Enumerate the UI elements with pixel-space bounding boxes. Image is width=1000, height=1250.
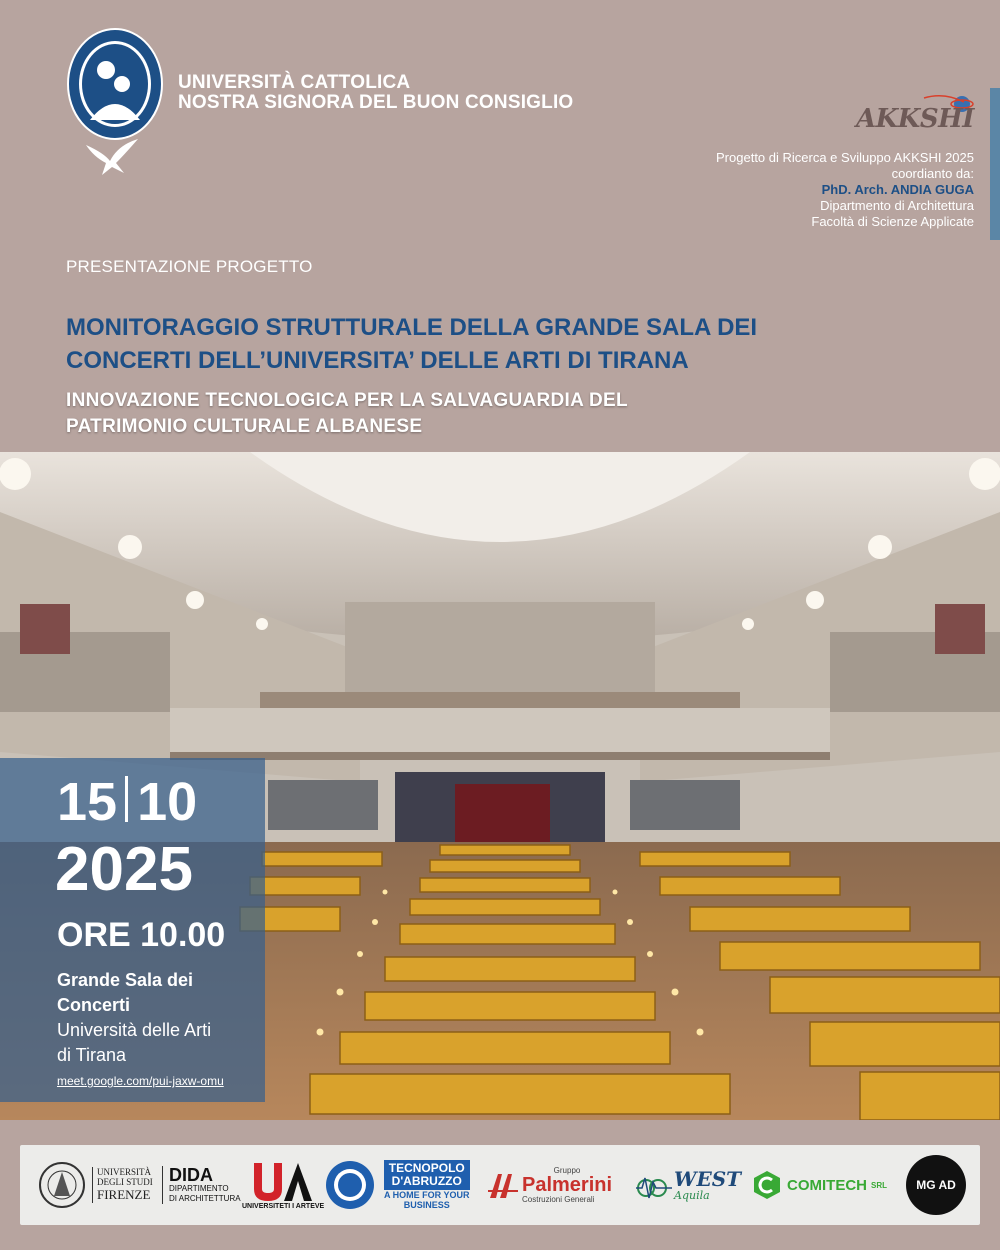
unifi-line2: DEGLI STUDI [97,1177,153,1187]
unifi-line1: UNIVERSITÀ [97,1167,151,1177]
west-sub: Aquila [674,1188,710,1202]
venue-line4: di Tirana [57,1045,127,1065]
date-separator [125,776,128,822]
dida-logo [162,1145,241,1225]
akkshi-logo [854,92,974,136]
mgad-text: MG AD [916,1178,956,1192]
project-line1: Progetto di Ricerca e Sviluppo AKKSHI 2025 [716,150,974,165]
right-accent-bar [990,88,1000,240]
comitech-logo [750,1145,887,1225]
project-coordinator: PhD. Arch. ANDIA GUGA [821,182,974,197]
comitech-srl: SRL [871,1180,887,1190]
mgad-badge [906,1155,966,1215]
tecnopolo-tag1: A HOME FOR YOUR [384,1190,470,1200]
unifi-seal-icon [38,1156,86,1214]
university-name [178,73,573,113]
project-dept: Dipartmento di Architettura [820,198,974,213]
project-info [716,150,974,230]
event-month: 10 [137,772,198,832]
comitech-c-icon [750,1168,784,1202]
event-day: 15 [57,772,118,832]
event-venue [57,968,262,1068]
venue-line3: Università delle Arti [57,1020,212,1040]
event-year: 2025 [55,835,193,904]
tecnopolo-tag2: BUSINESS [403,1200,450,1210]
palmerini-mark-icon [488,1170,518,1200]
event-title [66,311,886,377]
university-name-line1: UNIVERSITÀ CATTOLICA [178,72,411,93]
project-faculty: Facoltà di Scienze Applicate [811,214,974,229]
ua-logo [242,1145,324,1225]
tecnopolo-line2: D'ABRUZZO [391,1174,462,1188]
venue-line1: Grande Sala dei [57,970,194,990]
ua-mark-icon [252,1161,314,1203]
west-title: WEST [674,1166,742,1191]
university-seal-icon [66,28,164,144]
project-line2: coordianto da: [891,166,974,181]
palmerini-logo [488,1145,612,1225]
west-wave-icon [636,1170,672,1200]
mgad-logo [906,1145,966,1225]
event-time: ORE 10.00 [57,916,226,954]
event-subtitle [66,388,886,440]
event-title-line1: MONITORAGGIO STRUTTURALE DELLA GRANDE SALA DEI [66,314,758,341]
akkshi-logo-text: AKKSHI [856,104,974,134]
eagle-icon [84,135,140,177]
event-title-line2: CONCERTI DELL’UNIVERSITA’ DELLE ARTI DI TIRANA [66,347,689,374]
west-aquila-logo [636,1145,741,1225]
university-name-line2: NOSTRA SIGNORA DEL BUON CONSIGLIO [178,92,574,113]
event-subtitle-line1: INNOVAZIONE TECNOLOGICA PER LA SALVAGUARDIA DEL [66,390,628,411]
venue-line2: Concerti [57,995,131,1015]
ua-sub: UNIVERSITETI I ARTEVE [242,1202,325,1210]
event-date [57,774,197,830]
comitech-name: COMITECH [787,1176,867,1194]
tecnopolo-logo [324,1145,470,1225]
tecnopolo-line1: TECNOPOLO [388,1161,465,1175]
palmerini-group: Gruppo [553,1166,581,1175]
tecnopolo-gear-icon [324,1159,376,1211]
meet-link[interactable]: meet.google.com/pui-jaxw-omu [57,1074,224,1088]
dida-sub2: DI ARCHITETTURA [169,1194,241,1203]
dida-title: DIDA [169,1165,213,1185]
unifi-line3: FIRENZE [97,1187,151,1202]
event-kicker: PRESENTAZIONE PROGETTO [66,257,313,276]
palmerini-sub: Costruzioni Generali [522,1195,595,1204]
palmerini-name: Palmerini [522,1174,613,1196]
dida-sub1: DIPARTIMENTO [169,1184,229,1193]
event-subtitle-line2: PATRIMONIO CULTURALE ALBANESE [66,416,423,437]
unifi-logo [38,1145,153,1225]
